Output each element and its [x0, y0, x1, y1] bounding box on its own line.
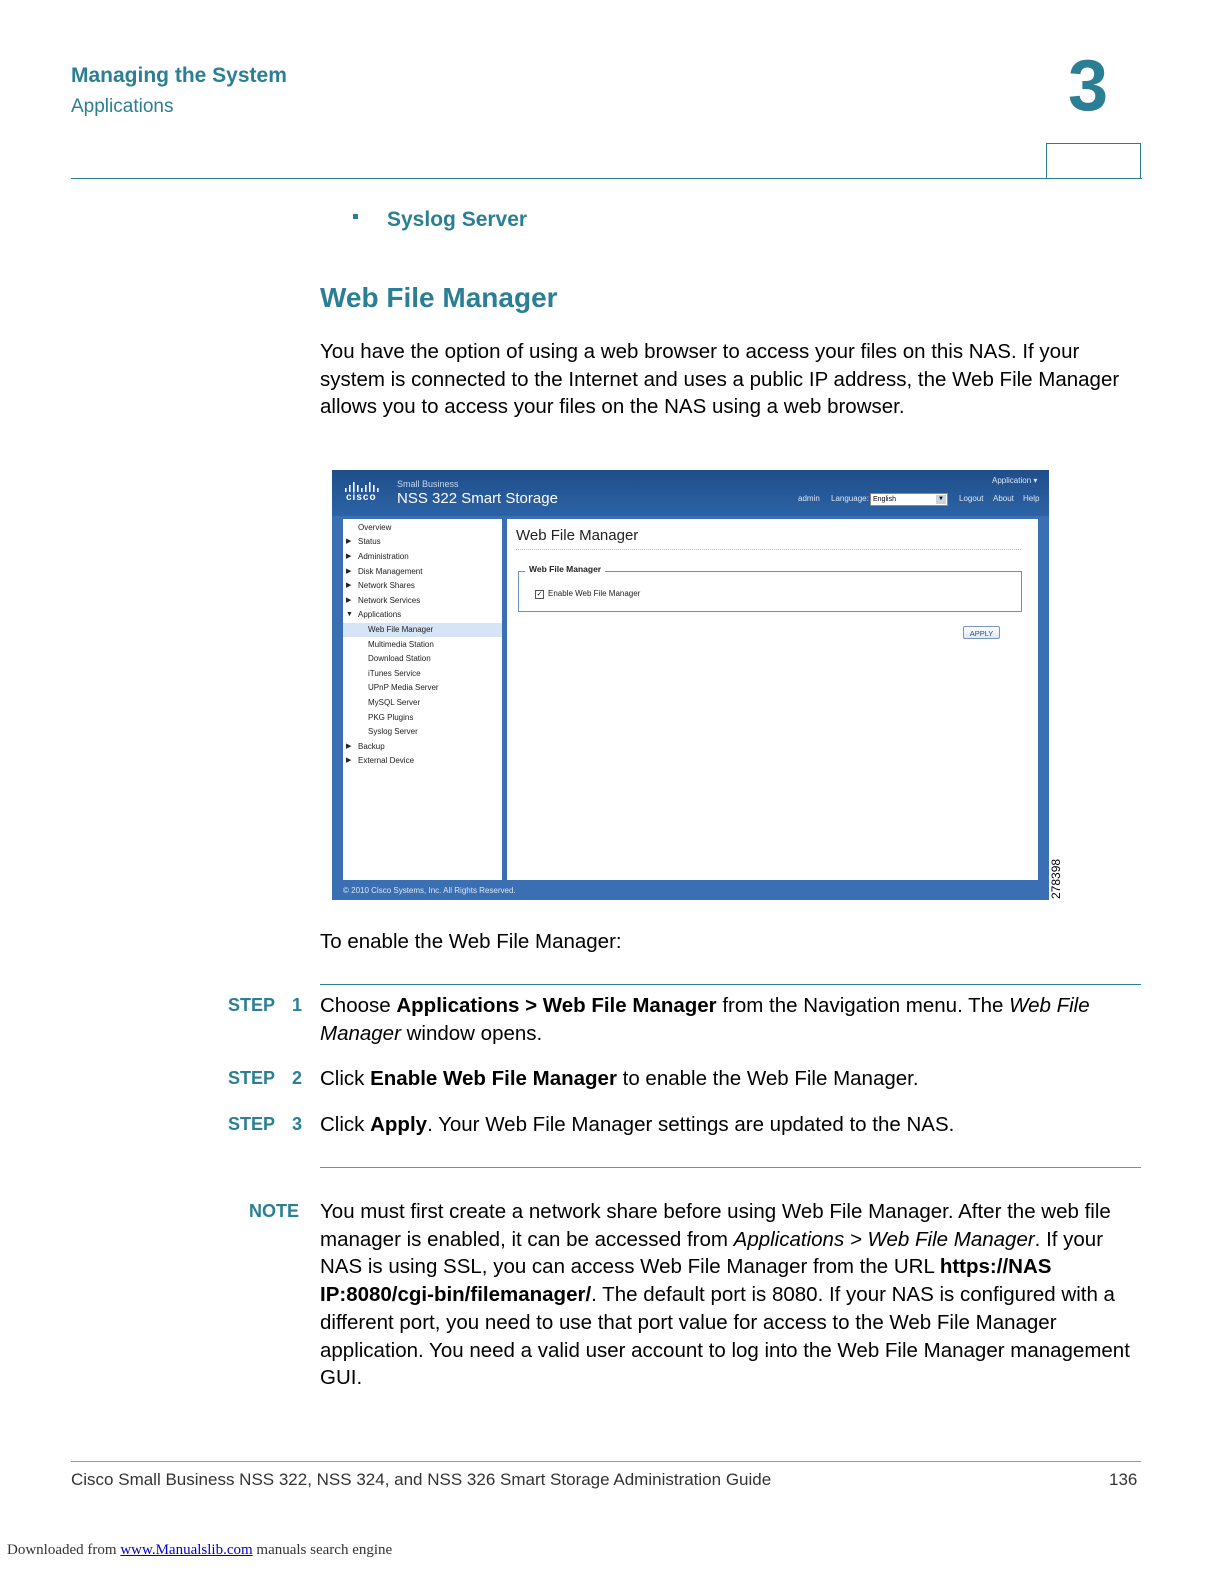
nav-item-status[interactable]: ▶ Status	[343, 535, 502, 549]
intro-paragraph: You have the option of using a web browser to access your files on this NAS. If your system is connected to the Internet and uses a public IP address, the Web File Manager allows you to access your files on the NAS using a web browser.	[320, 340, 1120, 419]
figure-id-text: 278398	[1049, 858, 1063, 899]
text-run: Click	[320, 1067, 371, 1090]
manualslib-link[interactable]: www.Manualslib.com	[120, 1542, 253, 1558]
download-credit: Downloaded from www.Manualslib.com manuals search engine	[7, 1542, 393, 1558]
figure-id	[1047, 855, 1065, 901]
content-title: Web File Manager	[516, 527, 639, 544]
nav-item-pkg-plugins[interactable]: PKG Plugins	[368, 713, 414, 722]
text-run: from the Navigation menu. The	[716, 994, 1010, 1017]
bold-run: Applications > Web File Manager	[396, 994, 717, 1017]
text-run: Choose	[320, 994, 397, 1017]
bold-run: Apply	[370, 1113, 428, 1136]
language-label: Language:	[831, 494, 869, 503]
cisco-wordmark: cisco	[346, 492, 377, 503]
nav-item-overview[interactable]: Overview	[358, 523, 392, 532]
language-select[interactable]	[870, 493, 948, 506]
step-label-2: STEP 2	[228, 1068, 303, 1088]
nav-item-administration[interactable]: ▶ Administration	[343, 550, 502, 564]
nav-item-upnp-media-server[interactable]: UPnP Media Server	[368, 683, 439, 692]
chevron-down-icon: ▼	[936, 495, 946, 504]
bullet-item-syslog: Syslog Server	[387, 208, 528, 231]
nav-item-download-station[interactable]: Download Station	[368, 654, 431, 663]
help-link[interactable]: Help	[1023, 494, 1040, 503]
triangle-right-icon: ▶	[346, 757, 352, 764]
step-text-2	[320, 1065, 1130, 1093]
note-text	[320, 1198, 1142, 1392]
user-name: admin	[798, 494, 820, 503]
nav-item-mysql-server[interactable]: MySQL Server	[368, 698, 421, 707]
triangle-right-icon: ▶	[346, 553, 352, 560]
nav-item-network-services[interactable]: ▶ Network Services	[343, 594, 502, 608]
text-run: . The default port is 8080. If your NAS is configured with a different port, you need to use that port value for access to the Web File Manager application. You need a valid user account to log into the Web File Manager management GUI.	[320, 1283, 1130, 1390]
text-run: You must first create a network share before using Web File Manager. After the web file manager is enabled, it can be accessed from	[320, 1200, 1111, 1251]
apply-button[interactable]: APPLY	[963, 626, 1000, 639]
text-run: to enable the Web File Manager.	[616, 1067, 919, 1090]
step-label-3: STEP 3	[228, 1114, 303, 1134]
bullet-marker	[353, 214, 358, 219]
step-text-3	[320, 1111, 1130, 1139]
content-divider	[516, 549, 1021, 550]
language-value: English	[873, 496, 896, 503]
nav-item-web-file-manager[interactable]: Web File Manager	[343, 623, 502, 637]
triangle-right-icon: ▶	[346, 568, 352, 575]
footer-guide-title: Cisco Small Business NSS 322, NSS 324, and NSS 326 Smart Storage Administration Guide	[71, 1470, 772, 1489]
product-name: NSS 322 Smart Storage	[397, 490, 558, 507]
nav-item-itunes-service[interactable]: iTunes Service	[368, 669, 421, 678]
chapter-tab-box	[1046, 143, 1141, 178]
nav-item-applications[interactable]: ▼ Applications	[343, 608, 502, 622]
triangle-down-icon: ▼	[346, 611, 353, 618]
step-label-1: STEP 1	[228, 995, 303, 1015]
text-run: window opens.	[400, 1021, 543, 1045]
footer-divider	[71, 1461, 1141, 1462]
enable-web-file-manager-checkbox[interactable]: ✓	[536, 591, 543, 598]
header-divider	[71, 178, 1142, 179]
content-panel	[507, 519, 1038, 880]
italic-run: Applications > Web File Manager	[733, 1227, 1035, 1251]
page-number: 136	[1109, 1470, 1138, 1489]
italic-run: Web File Manager	[320, 994, 1090, 1045]
fieldset-legend: Web File Manager	[525, 564, 605, 574]
note-label: NOTE	[249, 1201, 300, 1221]
nav-item-disk-management[interactable]: ▶ Disk Management	[343, 565, 502, 579]
about-link[interactable]: About	[993, 494, 1014, 503]
application-menu[interactable]: Application ▾	[992, 476, 1038, 485]
navigation-menu	[343, 519, 502, 880]
nav-item-multimedia-station[interactable]: Multimedia Station	[368, 640, 434, 649]
triangle-right-icon: ▶	[346, 538, 352, 545]
copyright-text: © 2010 Cisco Systems, Inc. All Rights Reserved.	[343, 886, 516, 895]
text-run: . Your Web File Manager settings are updated to the NAS.	[427, 1113, 955, 1136]
nav-item-network-shares[interactable]: ▶ Network Shares	[343, 579, 502, 593]
text-run: Click	[320, 1113, 371, 1136]
section-title: Web File Manager	[320, 282, 558, 313]
triangle-right-icon: ▶	[346, 597, 352, 604]
section-subtitle: Applications	[71, 96, 174, 117]
text-run: . If your NAS is using SSL, you can access Web File Manager from the URL	[320, 1227, 1104, 1279]
chapter-number: 3	[1068, 46, 1109, 126]
bold-run: Enable Web File Manager	[370, 1067, 617, 1090]
steps-top-divider	[320, 984, 1141, 985]
triangle-right-icon: ▶	[346, 582, 352, 589]
nav-item-external-device[interactable]: ▶ External Device	[343, 754, 502, 768]
nav-item-syslog-server[interactable]: Syslog Server	[368, 727, 418, 736]
bold-run: https://NAS IP:8080/cgi-bin/filemanager/	[320, 1255, 1052, 1307]
step-text-1	[320, 992, 1130, 1047]
triangle-right-icon: ▶	[346, 743, 352, 750]
small-business-label: Small Business	[397, 479, 459, 489]
checkbox-label: Enable Web File Manager	[548, 589, 641, 598]
steps-bottom-divider	[320, 1167, 1141, 1168]
logout-link[interactable]: Logout	[959, 494, 984, 503]
app-header-bar	[332, 470, 1049, 516]
chapter-title: Managing the System	[71, 64, 287, 87]
procedure-intro: To enable the Web File Manager:	[320, 930, 622, 953]
nav-item-backup[interactable]: ▶ Backup	[343, 740, 502, 754]
screenshot-figure	[332, 470, 1049, 900]
